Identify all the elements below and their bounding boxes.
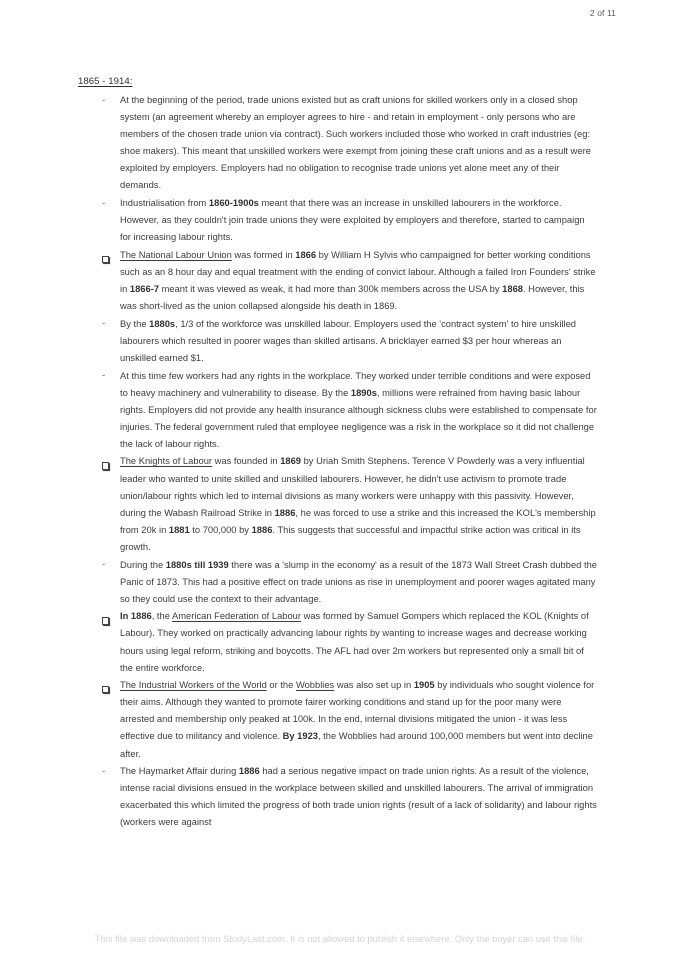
bullet-text: The National Labour Union was formed in 1866 by William H Sylvis who campaigned for better working conditions such as an 8 hour day and equal treatment with the ending of convict labour. Although a failed Iron Founders' strike in 1866-7 meant it was viewed as weak, it had more than 300k members across the USA by 1868. However, this was short-lived as the union collapsed alongside his death in 1869.: [120, 249, 596, 312]
dash-bullet-icon: [102, 763, 116, 780]
bullet-item: [78, 368, 598, 453]
bullet-item: [78, 677, 598, 762]
bullet-item: [78, 763, 598, 831]
bullet-text: At the beginning of the period, trade unions existed but as craft unions for skilled workers only in a closed shop system (an agreement whereby an employer agrees to hire - and retain in employment - only persons who are members of the chosen trade union via contract). Such workers included those who worked in craft industries (eg: shoe makers). This meant that unskilled workers were exempt from joining these craft unions and as a result were exploited by employers. Employers had no obligation to recognise trade unions yet alone meet any of their demands.: [120, 95, 591, 191]
square-bullet-icon: [102, 677, 116, 694]
page-number-text: 2 of 11: [589, 8, 616, 18]
bullet-list: [78, 92, 598, 832]
bullet-item: [78, 608, 598, 676]
bullet-item: [78, 92, 598, 195]
bullet-item: [78, 453, 598, 556]
footer-watermark: This file was downloaded from StudyLast.com. It is not allowed to publish it elsewhere. Only the buyer can use this file.: [94, 934, 586, 944]
dash-bullet-icon: [102, 368, 116, 385]
bullet-text: During the 1880s till 1939 there was a 'slump in the economy' as a result of the 1873 Wall Street Crash dubbed the Panic of 1873. This had a positive effect on trade unions as rise in unemployment and poorer wages agitated many so they could use the context to their advantage.: [120, 559, 597, 604]
bullet-text: The Haymarket Affair during 1886 had a serious negative impact on trade union rights. As a result of the violence, intense racial divisions ensued in the workplace between skilled and unskilled labourers. The arrival of immigration exacerbated this which limited the progress of both trade union rights (result of a lack of solidarity) and labour rights (workers were against: [120, 766, 597, 828]
bullet-text: In 1886, the American Federation of Labour was formed by Samuel Gompers which replaced the KOL (Knights of Labour). They worked on practically advancing labour rights by wanting to increase wages and decrease working hours using legal reform, striking and boycotts. The AFL had over 2m workers but represented only a small bit of the entire workforce.: [120, 611, 589, 673]
dash-bullet-icon: [102, 195, 116, 212]
bullet-item: [78, 316, 598, 367]
page-number-indicator: [0, 8, 680, 18]
dash-bullet-icon: [102, 316, 116, 333]
bullet-text: At this time few workers had any rights in the workplace. They worked under terrible conditions and were exposed to heavy machinery and vulnerability to disease. By the 1890s, millions were refrained from having basic labour rights. Employers did not provide any health insurance although sickness clubs were established to compensate for injuries. The federal government ruled that employee negligence was a risk in the workplace so it did not challenge the lack of labour rights.: [120, 370, 597, 449]
square-bullet-icon: [102, 453, 116, 470]
bullet-text: Industrialisation from 1860-1900s meant that there was an increase in unskilled labourers in the workforce. However, as they couldn't join trade unions they were exploited by employers and therefore, started to campaign for increasing labour rights.: [120, 198, 585, 243]
bullet-text: The Industrial Workers of the World or the Wobblies was also set up in 1905 by individuals who sought violence for their aims. Although they wanted to promote fairer working conditions and stand up for the poor many were arrested and membership only peaked at 100k. In the end, internal divisions mitigated the union - it was less effective due to militancy and violence. By 1923, the Wobblies had around 100,000 members but went into decline after.: [120, 680, 595, 759]
square-bullet-icon: [102, 247, 116, 264]
dash-bullet-icon: [102, 92, 116, 109]
bullet-item: [78, 557, 598, 608]
bullet-item: [78, 195, 598, 246]
bullet-item: [78, 247, 598, 315]
bullet-text: The Knights of Labour was founded in 1869 by Uriah Smith Stephens. Terence V Powderly was a very influential leader who wanted to unite skilled and unskilled labourers. However, he didn't use activism to promote trade union/labour rights which led to internal divisions as many workers were unhappy with this passivity. However, during the Wabash Railroad Strike in 1886, he was forced to use a strike and this increased the KOL's membership from 20k in 1881 to 700,000 by 1886. This suggests that successful and impactful strike action was critical in its growth.: [120, 456, 596, 552]
square-bullet-icon: [102, 608, 116, 625]
dash-bullet-icon: [102, 557, 116, 574]
bullet-text: By the 1880s, 1/3 of the workforce was unskilled labour. Employers used the 'contract system' to hire unskilled labourers which resulted in poorer wages than skilled artisans. A bricklayer earned $3 per hour whereas an unskilled earned $1.: [120, 318, 576, 363]
section-heading: 1865 - 1914:: [78, 76, 133, 87]
document-body: [0, 76, 680, 832]
